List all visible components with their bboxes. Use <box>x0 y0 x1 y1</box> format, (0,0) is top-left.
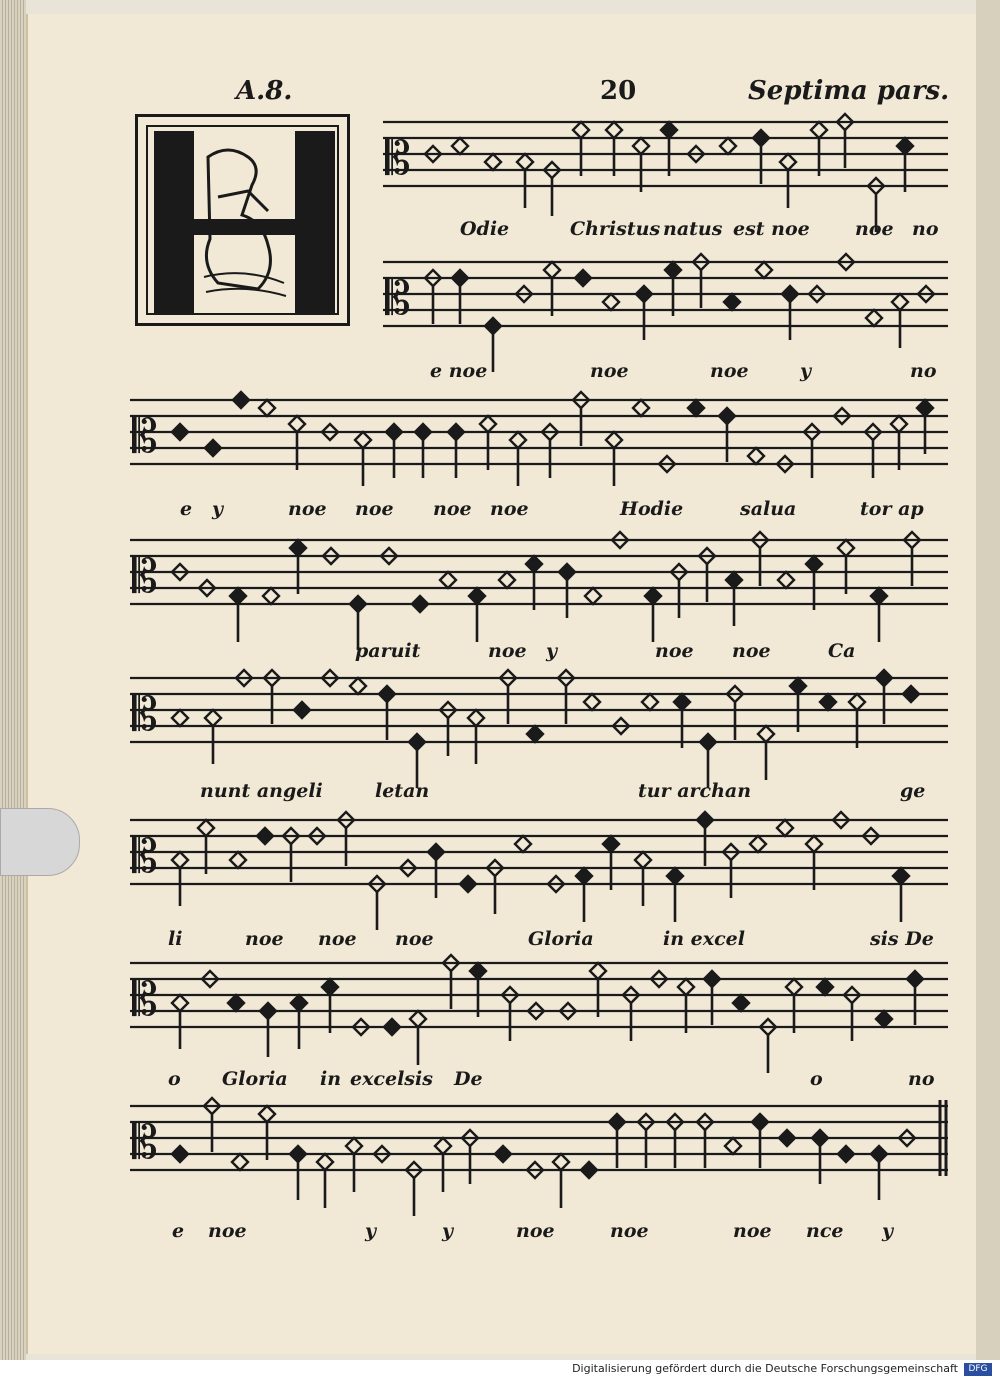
clef-icon: 𝄡 <box>132 972 158 1026</box>
lyric-syllable: o <box>168 1068 181 1090</box>
note-head <box>452 270 468 286</box>
note-head <box>790 678 806 694</box>
note-head <box>907 971 923 987</box>
note-head <box>674 694 690 710</box>
note-head <box>609 1114 625 1130</box>
note-head <box>636 286 652 302</box>
note-head <box>294 702 310 718</box>
note-head <box>386 424 402 440</box>
note-head <box>876 1011 892 1027</box>
note-head <box>553 1154 569 1170</box>
lyric-syllable: noe <box>590 360 629 382</box>
note-head <box>806 836 822 852</box>
note-head <box>778 572 794 588</box>
lyric-syllable: nce <box>806 1220 844 1242</box>
lyric-syllable: est noe <box>733 218 810 240</box>
note-head <box>700 734 716 750</box>
note-head <box>719 408 735 424</box>
note-head <box>645 588 661 604</box>
clef-icon: 𝄡 <box>132 687 158 741</box>
note-head <box>350 596 366 612</box>
note-head <box>726 572 742 588</box>
note-head <box>469 588 485 604</box>
note-head <box>517 154 533 170</box>
note-head <box>724 294 740 310</box>
note-head <box>460 876 476 892</box>
lyric-syllable: tor ap <box>860 498 924 520</box>
note-head <box>581 1162 597 1178</box>
clef-icon: 𝄡 <box>132 549 158 603</box>
lyric-syllable: noe <box>395 928 434 950</box>
signature-mark: A.8. <box>236 76 293 106</box>
note-head <box>230 852 246 868</box>
note-head <box>786 979 802 995</box>
lyric-syllable: tur archan <box>638 780 752 802</box>
lyric-syllable: y <box>800 360 812 382</box>
note-head <box>485 318 501 334</box>
note-head <box>468 710 484 726</box>
note-head <box>573 122 589 138</box>
note-head <box>172 424 188 440</box>
lyric-syllable: noe <box>855 218 894 240</box>
note-head <box>259 400 275 416</box>
lyric-syllable: Ca <box>828 640 856 662</box>
note-head <box>665 262 681 278</box>
note-head <box>704 971 720 987</box>
note-head <box>289 416 305 432</box>
lyric-syllable: letan <box>375 780 430 802</box>
note-head <box>838 1146 854 1162</box>
lyric-syllable: Christus <box>570 218 661 240</box>
footer-bar <box>0 1360 1000 1380</box>
note-head <box>257 828 273 844</box>
note-head <box>817 979 833 995</box>
note-head <box>448 424 464 440</box>
note-head <box>412 596 428 612</box>
lyric-syllable: Gloria <box>222 1068 288 1090</box>
note-head <box>576 868 592 884</box>
lyric-syllable: noe <box>488 640 527 662</box>
lyric-syllable: noe <box>516 1220 555 1242</box>
note-head <box>871 1146 887 1162</box>
note-head <box>172 710 188 726</box>
note-head <box>871 588 887 604</box>
lyric-syllable: salua <box>740 498 797 520</box>
note-head <box>428 844 444 860</box>
lyric-syllable: De <box>454 1068 483 1090</box>
note-head <box>290 1146 306 1162</box>
lyric-syllable: li <box>168 928 183 950</box>
note-head <box>228 995 244 1011</box>
note-head <box>452 138 468 154</box>
note-head <box>891 416 907 432</box>
note-head <box>720 138 736 154</box>
lyric-syllable: noe <box>208 1220 247 1242</box>
note-head <box>590 963 606 979</box>
note-head <box>322 979 338 995</box>
lyric-syllable: noe <box>433 498 472 520</box>
lyric-syllable: nunt angeli <box>200 780 323 802</box>
footer-credit: Digitalisierung gefördert durch die Deutsche Forschungsgemeinschaft <box>572 1362 958 1375</box>
note-head <box>435 1138 451 1154</box>
note-head <box>499 572 515 588</box>
note-head <box>752 1114 768 1130</box>
note-head <box>317 1154 333 1170</box>
note-head <box>346 1138 362 1154</box>
note-head <box>575 270 591 286</box>
lyric-syllable: y <box>882 1220 894 1242</box>
note-head <box>290 540 306 556</box>
lyric-syllable: y <box>212 498 224 520</box>
note-head <box>897 138 913 154</box>
note-head <box>559 564 575 580</box>
note-head <box>725 1138 741 1154</box>
lyric-syllable: y <box>546 640 558 662</box>
note-head <box>779 1130 795 1146</box>
note-head <box>515 836 531 852</box>
note-head <box>758 726 774 742</box>
note-head <box>198 820 214 836</box>
note-head <box>172 1146 188 1162</box>
lyric-syllable: e <box>180 498 193 520</box>
lyric-syllable: y <box>365 1220 377 1242</box>
note-head <box>753 130 769 146</box>
lyric-syllable: ge <box>900 780 926 802</box>
lyric-syllable: natus <box>663 218 723 240</box>
note-head <box>485 154 501 170</box>
lyric-syllable: Gloria <box>528 928 594 950</box>
note-head <box>584 694 600 710</box>
clef-icon: 𝄡 <box>132 1115 158 1169</box>
note-head <box>849 694 865 710</box>
note-head <box>205 710 221 726</box>
note-head <box>635 852 651 868</box>
lyric-syllable: noe <box>610 1220 649 1242</box>
note-head <box>527 726 543 742</box>
note-head <box>917 400 933 416</box>
note-head <box>260 1003 276 1019</box>
lyric-syllable: noe <box>355 498 394 520</box>
note-head <box>697 812 713 828</box>
note-head <box>259 1106 275 1122</box>
note-head <box>384 1019 400 1035</box>
note-head <box>661 122 677 138</box>
note-head <box>172 995 188 1011</box>
lyric-syllable: noe <box>655 640 694 662</box>
note-head <box>688 400 704 416</box>
part-title: Septima pars. <box>748 76 950 106</box>
lyric-syllable: Odie <box>460 218 510 240</box>
note-head <box>409 734 425 750</box>
lyric-syllable: paruit <box>355 640 421 662</box>
note-head <box>291 995 307 1011</box>
note-head <box>876 670 892 686</box>
note-head <box>633 138 649 154</box>
lyric-syllable: Hodie <box>620 498 684 520</box>
note-head <box>838 540 854 556</box>
lyric-syllable: y <box>442 1220 454 1242</box>
note-head <box>606 122 622 138</box>
note-head <box>495 1146 511 1162</box>
note-head <box>440 572 456 588</box>
note-head <box>410 1011 426 1027</box>
lyric-syllable: noe <box>288 498 327 520</box>
note-head <box>678 979 694 995</box>
lyric-syllable: noe <box>490 498 529 520</box>
clef-icon: 𝄡 <box>385 131 411 185</box>
note-head <box>780 154 796 170</box>
note-head <box>893 868 909 884</box>
lyric-syllable: noe <box>710 360 749 382</box>
note-head <box>756 262 772 278</box>
lyric-syllable: noe <box>733 1220 772 1242</box>
page-number: 20 <box>600 76 637 106</box>
note-head <box>172 852 188 868</box>
note-head <box>811 122 827 138</box>
lyric-syllable: in excel <box>663 928 745 950</box>
lyric-syllable: no <box>910 360 937 382</box>
lyric-syllable: noe <box>245 928 284 950</box>
note-head <box>642 694 658 710</box>
note-head <box>633 400 649 416</box>
note-head <box>205 440 221 456</box>
clef-icon: 𝄡 <box>132 829 158 883</box>
note-head <box>510 432 526 448</box>
dfg-logo: DFG <box>964 1363 992 1376</box>
note-head <box>667 868 683 884</box>
lyric-syllable: noe <box>732 640 771 662</box>
note-head <box>526 556 542 572</box>
note-head <box>782 286 798 302</box>
note-head <box>480 416 496 432</box>
lyric-syllable: sis De <box>870 928 934 950</box>
lyric-syllable: e <box>172 1220 185 1242</box>
lyric-syllable: excelsis <box>350 1068 433 1090</box>
lyric-syllable: noe <box>318 928 357 950</box>
note-head <box>603 294 619 310</box>
note-head <box>866 310 882 326</box>
note-head <box>892 294 908 310</box>
note-head <box>733 995 749 1011</box>
note-head <box>415 424 431 440</box>
lyric-syllable: e noe <box>430 360 488 382</box>
lyric-syllable: no <box>908 1068 935 1090</box>
note-head <box>544 262 560 278</box>
note-head <box>748 448 764 464</box>
note-head <box>263 588 279 604</box>
note-head <box>806 556 822 572</box>
note-head <box>470 963 486 979</box>
note-head <box>585 588 601 604</box>
lyric-syllable: o <box>810 1068 823 1090</box>
clef-icon: 𝄡 <box>132 409 158 463</box>
note-head <box>379 686 395 702</box>
lyric-syllable: in <box>320 1068 342 1090</box>
clef-icon: 𝄡 <box>385 271 411 325</box>
note-head <box>777 820 793 836</box>
note-head <box>820 694 836 710</box>
note-head <box>750 836 766 852</box>
note-head <box>355 432 371 448</box>
note-head <box>606 432 622 448</box>
note-head <box>232 1154 248 1170</box>
lyric-syllable: no <box>912 218 939 240</box>
note-head <box>230 588 246 604</box>
note-head <box>233 392 249 408</box>
note-head <box>903 686 919 702</box>
note-head <box>812 1130 828 1146</box>
note-head <box>603 836 619 852</box>
note-head <box>350 678 366 694</box>
